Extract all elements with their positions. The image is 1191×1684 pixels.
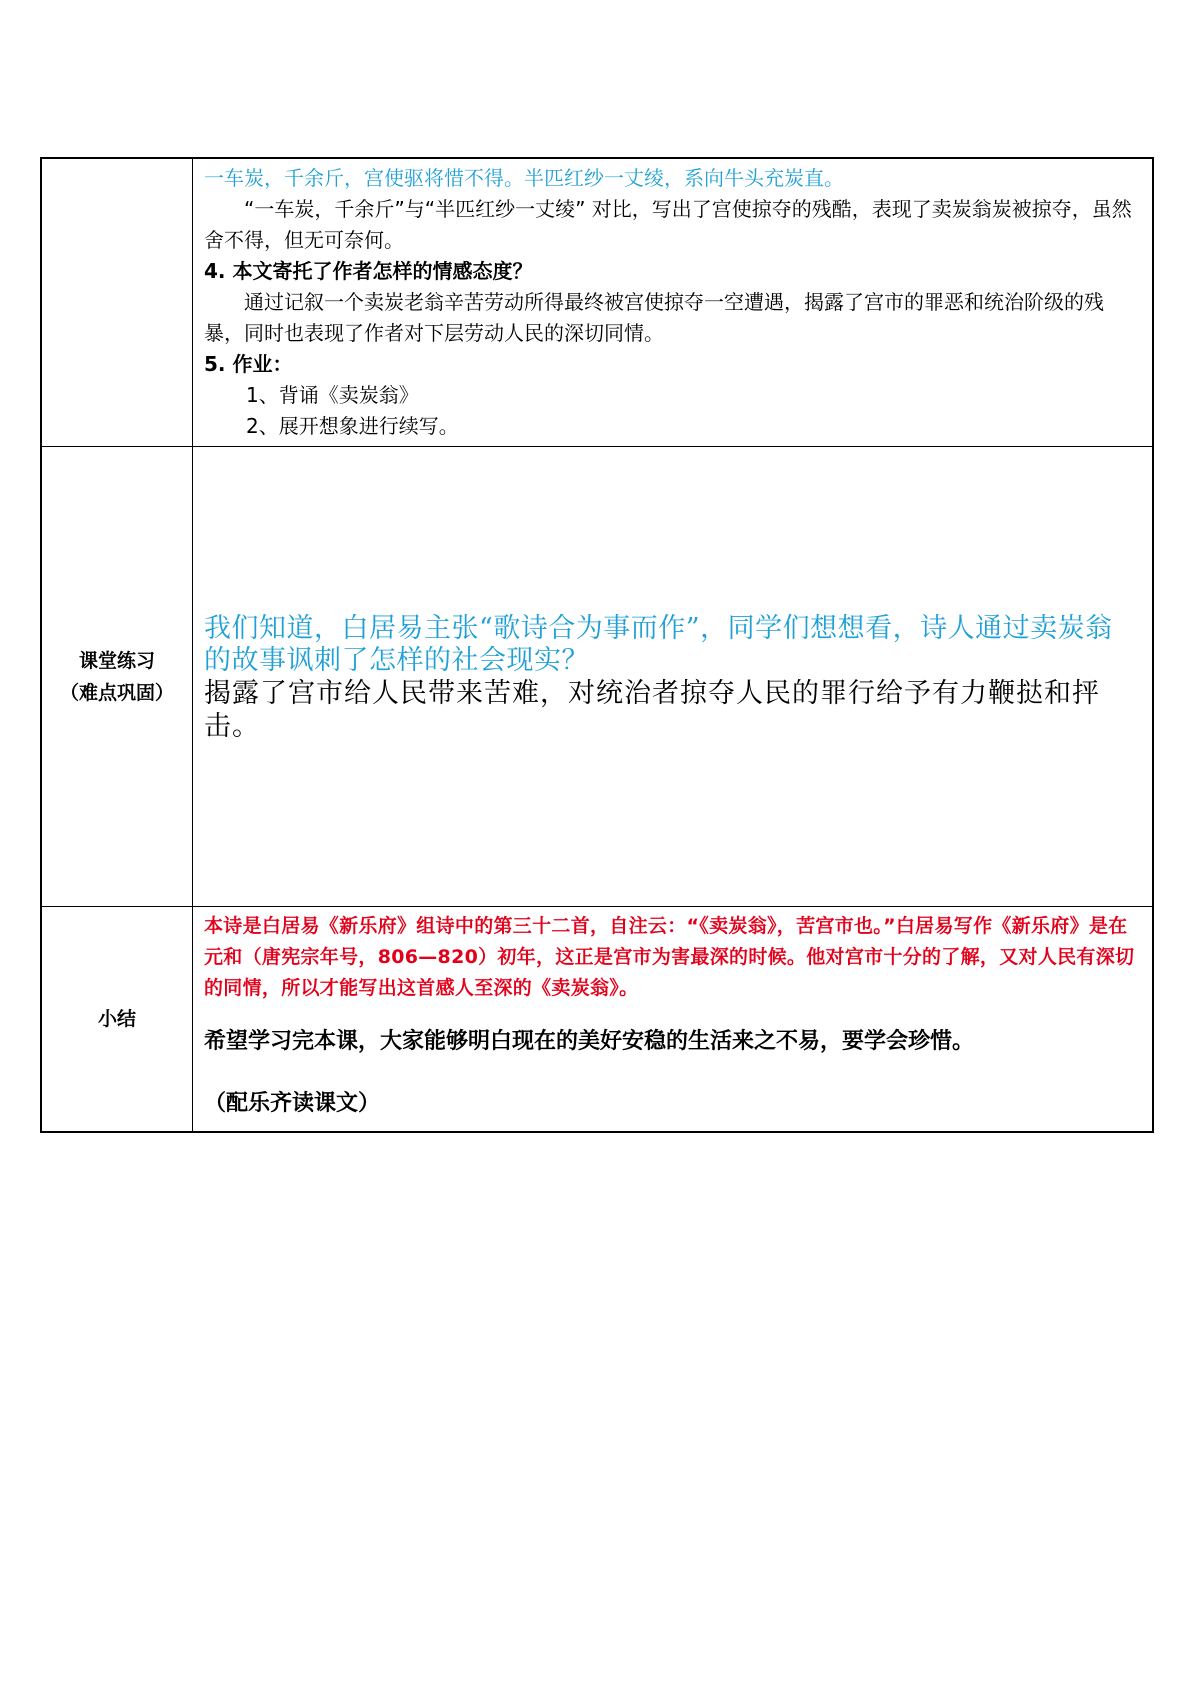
practice-label: 课堂练习 <box>78 649 155 672</box>
poem-quote-line: 一车炭，千余斤，宫使驱将惜不得。半匹红纱一丈绫，系向牛头充炭直。 <box>204 166 844 190</box>
analysis-row <box>41 158 1153 447</box>
analysis-label-cell <box>41 158 193 447</box>
homework-item: 2、展开想象进行续写。 <box>246 414 459 438</box>
read-aloud-instruction: （配乐齐读课文） <box>204 1091 381 1116</box>
contrast-analysis: “一车炭，千余斤”与“半匹红纱一丈绫” 对比，写出了宫使掠夺的残酷，表现了卖炭翁炭被掠夺，虽然舍不得，但无可奈何。 <box>204 197 1132 252</box>
summary-content-cell <box>193 907 1154 1133</box>
summary-label: 小结 <box>97 1008 136 1030</box>
summary-row <box>41 907 1153 1133</box>
practice-label-cell <box>41 447 193 907</box>
closing-hope: 希望学习完本课，大家能够明白现在的美好安稳的生活来之不易，要学会珍惜。 <box>204 1029 975 1054</box>
homework-item: 1、背诵《卖炭翁》 <box>246 383 419 407</box>
lesson-plan-table <box>40 157 1154 1133</box>
homework-heading: 5. 作业： <box>204 352 293 376</box>
practice-sublabel: （难点巩固） <box>59 681 174 704</box>
poem-background-note: 本诗是白居易《新乐府》组诗中的第三十二首，自注云：“《卖炭翁》，苦宫市也。”白居易写作《新乐府》是在元和（唐宪宗年号，806—820）初年，这正是宫市为害最深的时候。他对宫市十分的了解，又对人民有深切的同情，所以才能写出这首感人至深的《卖炭翁》。 <box>204 915 1135 999</box>
practice-answer: 揭露了宫市给人民带来苦难，对统治者掠夺人民的罪行给予有力鞭挞和抨击。 <box>204 677 1100 742</box>
analysis-content-cell <box>193 158 1154 447</box>
summary-label-cell <box>41 907 193 1133</box>
practice-content-cell <box>193 447 1154 907</box>
practice-row <box>41 447 1153 907</box>
question-4-answer: 通过记叙一个卖炭老翁辛苦劳动所得最终被宫使掠夺一空遭遇，揭露了宫市的罪恶和统治阶级的残暴，同时也表现了作者对下层劳动人民的深切同情。 <box>204 290 1104 345</box>
question-4-heading: 4. 本文寄托了作者怎样的情感态度？ <box>204 259 533 283</box>
practice-question: 我们知道，白居易主张“歌诗合为事而作”，同学们想想看，诗人通过卖炭翁的故事讽刺了怎样的社会现实？ <box>204 612 1113 676</box>
